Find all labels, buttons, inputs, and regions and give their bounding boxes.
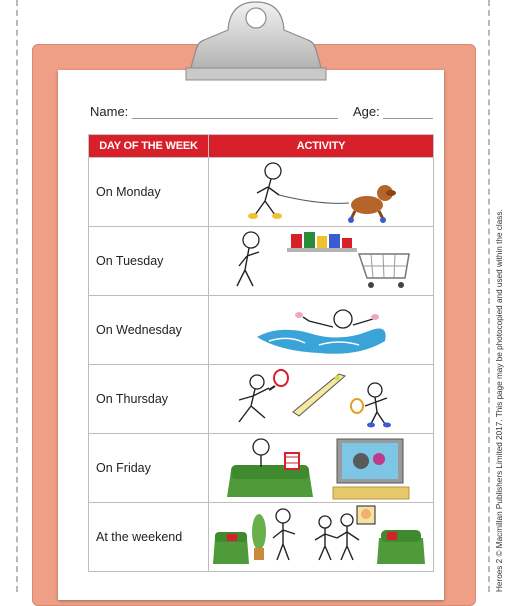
age-blank[interactable] [383, 106, 433, 119]
day-cell: On Friday [89, 434, 209, 503]
left-cut-line [16, 0, 18, 592]
clipboard-clip-icon [158, 0, 354, 82]
activity-cell [209, 434, 434, 503]
activity-cell [209, 365, 434, 434]
table-row [89, 158, 434, 227]
copyright-notice: Heroes 2 © Macmillan Publishers Limited 2017. This page may be photocopied and used within the class. [495, 209, 504, 592]
visiting-family-icon [209, 504, 433, 570]
age-field [353, 104, 433, 119]
table-row [89, 365, 434, 434]
name-label: Name: [90, 104, 129, 119]
table-row [89, 227, 434, 296]
shopping-trolley-icon [209, 228, 433, 294]
name-blank[interactable] [132, 106, 338, 119]
header-day: DAY OF THE WEEK [89, 135, 209, 158]
table-row [89, 296, 434, 365]
day-cell: On Wednesday [89, 296, 209, 365]
activity-cell [209, 158, 434, 227]
tennis-icon [209, 366, 433, 432]
name-field [90, 104, 338, 119]
age-label: Age: [353, 104, 380, 119]
activity-cell [209, 296, 434, 365]
table-row [89, 503, 434, 572]
walking-dog-icon [209, 159, 433, 225]
header-activity: ACTIVITY [209, 135, 434, 158]
table-row [89, 434, 434, 503]
activity-table [88, 134, 434, 572]
day-cell: On Tuesday [89, 227, 209, 296]
watching-tv-icon [209, 435, 433, 501]
activity-cell [209, 503, 434, 572]
day-cell: On Monday [89, 158, 209, 227]
right-cut-line [488, 0, 490, 592]
activity-cell [209, 227, 434, 296]
day-cell: On Thursday [89, 365, 209, 434]
table-header-row [89, 135, 434, 158]
swimming-icon [209, 297, 433, 363]
day-cell: At the weekend [89, 503, 209, 572]
